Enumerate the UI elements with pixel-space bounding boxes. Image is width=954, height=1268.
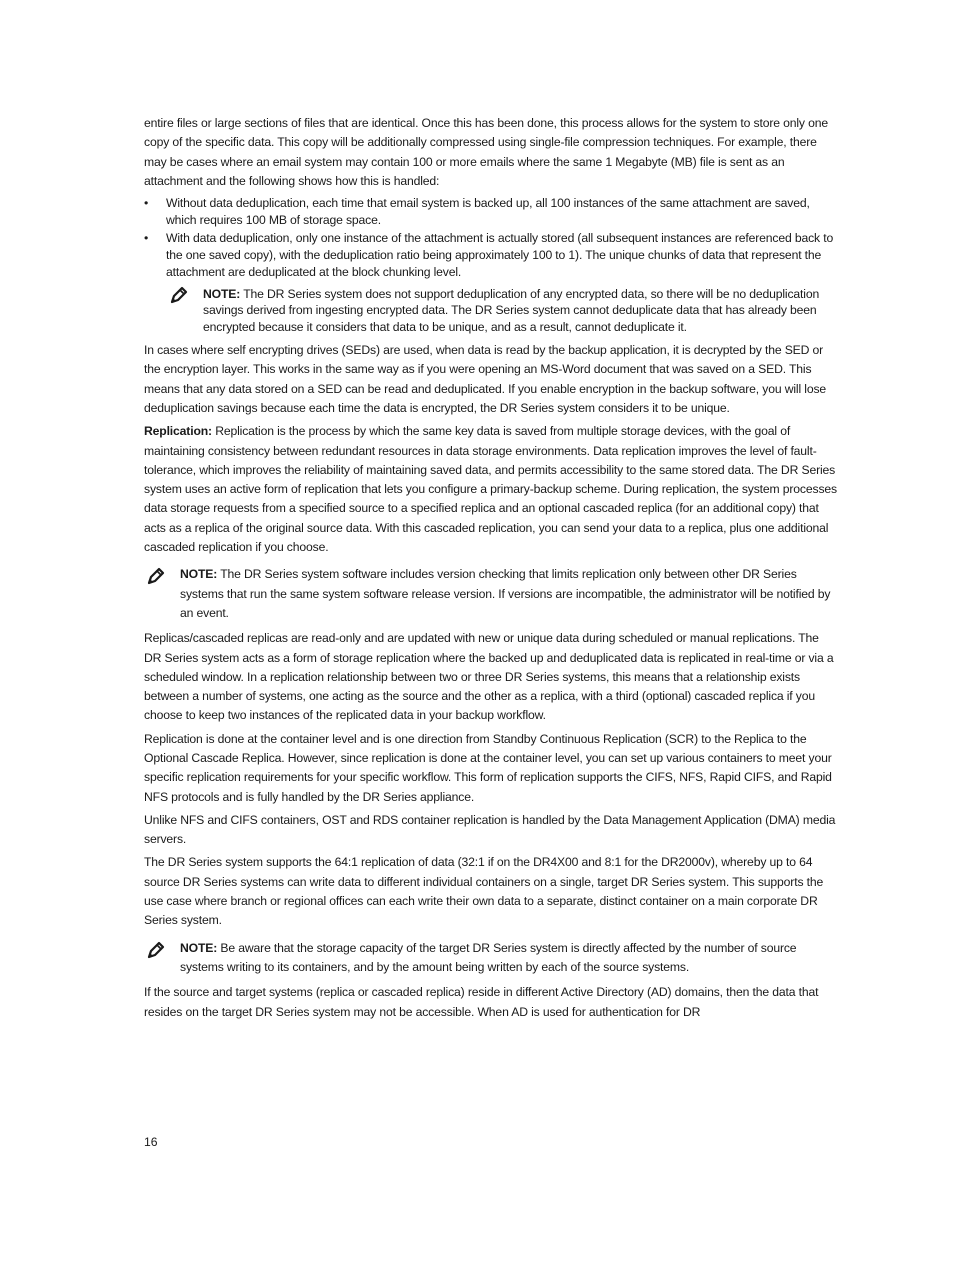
paragraph-ost-rds: Unlike NFS and CIFS containers, OST and RDS container replication is handled by the Data Management Application (DMA) media servers. (144, 812, 836, 847)
note-label: NOTE: (203, 287, 241, 302)
bullet-list (144, 195, 838, 280)
paragraph-64-to-1: The DR Series system supports the 64:1 replication of data (32:1 if on the DR4X00 and 8:1 for the DR2000v), whereby up to 64 source DR Series systems can write data to different individual containers on a single, target DR Series system. This supports the use case where branch or regional offices can each write their own data to a separate, distinct container on a main corporate DR Series system. (144, 855, 824, 928)
paragraph-replication (144, 422, 838, 557)
note-text: The DR Series system software includes version checking that limits replication only between other DR Series systems that run the same system software release version. If versions are incompatible, the administrator will be notified by an event. (180, 567, 831, 620)
list-item (144, 195, 838, 228)
page-body (144, 114, 838, 1026)
paragraph-intro: entire files or large sections of files that are identical. Once this has been done, this process allows for the system to store only one copy of the specific data. This copy will be additionally compressed using single-file compression techniques. For example, there may be cases where an email system may contain 100 or more emails where the same 1 Megabyte (MB) file is sent as an attachment and the following shows how this is handled: (144, 116, 828, 188)
replication-text: Replication is the process by which the same key data is saved from multiple storage devices, with the goal of maintaining consistency between redundant resources in data storage environments. Data replication improves the level of fault-tolerance, which improves the reliability of maintaining saved data, and permits accessibility to the same stored data. The DR Series system uses an active form of replication that lets you configure a primary-backup scheme. During replication, the system processes data storage requests from a specified source to a specified replica and an optional cascaded replica (for an additional copy) that acts as a replica of the original source data. With this cascaded replication, you can send your data to a replica, plus one additional cascaded replication if you choose. (144, 424, 837, 555)
paragraph-container-level: Replication is done at the container level and is one direction from Standby Continuous Replication (SCR) to the Replica to the Optional Cascade Replica. However, since replication is done at the container level, you can set up various containers to meet your specific replication requirements for your specific workflow. This form of replication supports the CIFS, NFS, Rapid CIFS, and Rapid NFS protocols and is fully handled by the DR Series appliance. (144, 731, 832, 804)
paragraph-replicas: Replicas/cascaded replicas are read-only and are updated with new or unique data during scheduled or manual replications. The DR Series system acts as a form of storage replication where the backed up and deduplicated data is replicated in real-time or via a scheduled window. In a replication relationship between two or three DR Series systems, this means that a relationship exists between a number of systems, one acting as the source and the other as a replica, with a third (optional) cascaded replica if you choose to keep two instances of the replicated data in your backup workflow. (144, 631, 834, 723)
bullet-text: With data deduplication, only one instance of the attachment is actually stored (all subsequent instances are referenced back to the one saved copy), with the deduplication ratio being approximately 100 to 1). The unique chunks of data that represent the attachment are deduplicated at the block chunking level. (166, 231, 834, 279)
note-text: Be aware that the storage capacity of the target DR Series system is directly affected by the number of source systems writing to its containers, and by the amount being written by each of the source systems. (180, 940, 797, 974)
note-label: NOTE: (180, 940, 218, 955)
pencil-note-icon (169, 285, 189, 305)
bullet-symbol: • (144, 231, 149, 246)
bullet-text: Without data deduplication, each time that email system is backed up, all 100 instances of the same attachment are saved, which requires 100 MB of storage space. (166, 196, 810, 227)
list-item (144, 230, 838, 280)
paragraph-sed: In cases where self encrypting drives (SEDs) are used, when data is read by the backup application, it is decrypted by the SED or the encryption layer. This works in the same way as if you were opening an MS-Word document that was saved on a SED. This means that any data stored on a SED can be read and deduplicated. If you enable encryption in the backup software, you will lose deduplication savings because each time the data is encrypted, the DR Series system considers it to be unique. (144, 343, 827, 415)
note-text: The DR Series system does not support deduplication of any encrypted data, so there will be no deduplication savings derived from ingesting encrypted data. The DR Series system cannot deduplicate data that has already been encrypted because it considers that data to be unique, and as a result, cannot deduplicate it. (203, 287, 820, 334)
paragraph-active-directory: If the source and target systems (replica or cascaded replica) reside in different Active Directory (AD) domains, then the data that resides on the target DR Series system may not be accessible. When AD is used for authentication for DR (144, 985, 819, 1019)
note-version-checking (144, 565, 838, 623)
note-encryption (167, 286, 838, 335)
bullet-symbol: • (144, 196, 149, 211)
note-storage-capacity (144, 939, 838, 978)
page-number: 16 (144, 1135, 158, 1149)
pencil-note-icon (146, 566, 166, 586)
replication-label: Replication: (144, 424, 212, 439)
pencil-note-icon (146, 940, 166, 960)
note-label: NOTE: (180, 567, 218, 582)
